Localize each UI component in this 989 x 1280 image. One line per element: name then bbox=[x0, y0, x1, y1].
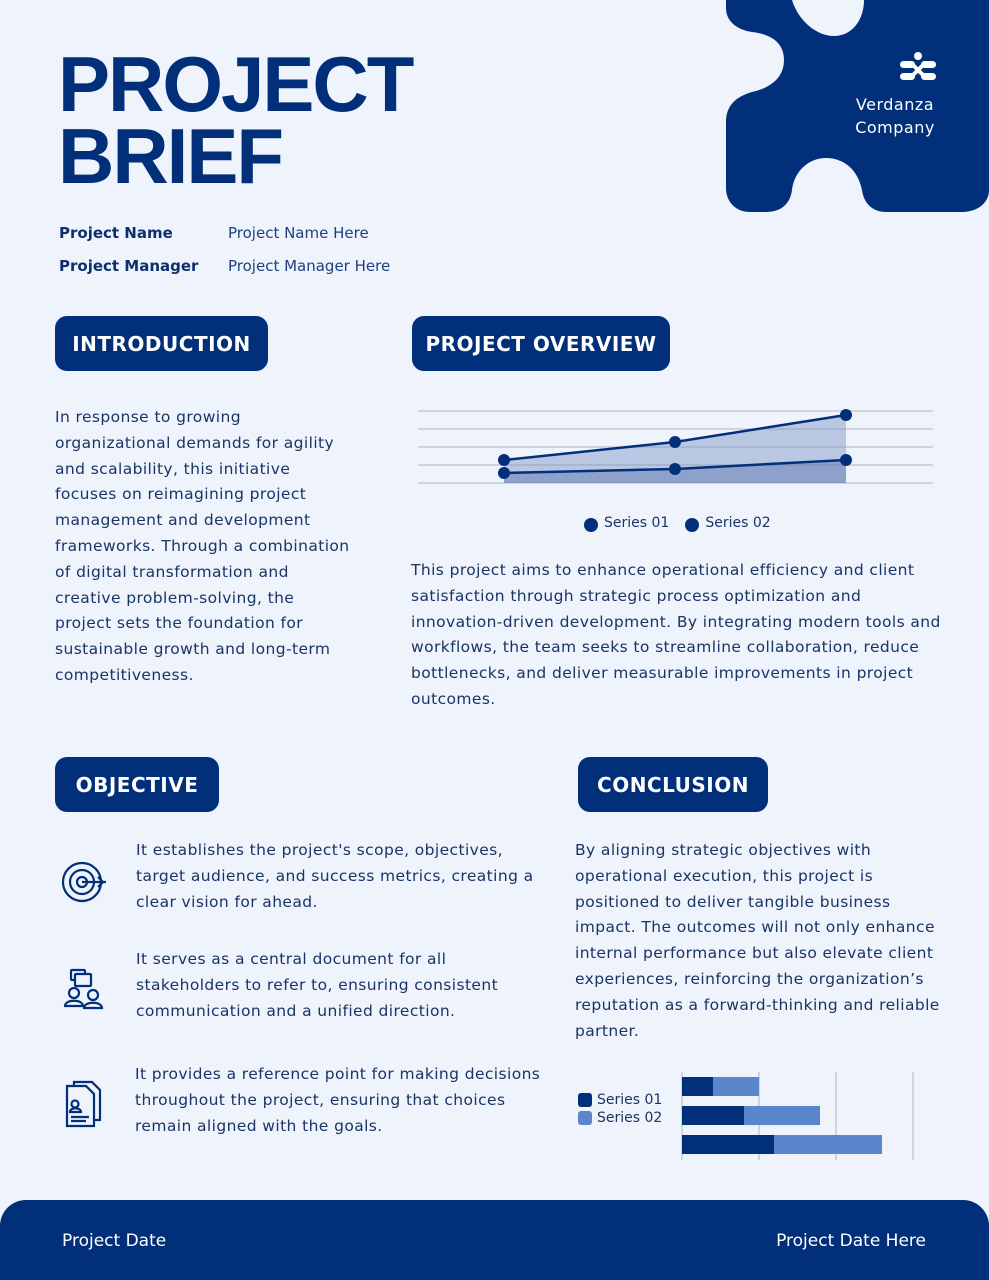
introduction-heading: INTRODUCTION bbox=[55, 316, 268, 371]
series-02-swatch bbox=[578, 1111, 592, 1125]
company-name bbox=[845, 93, 945, 139]
bar-legend-series-02 bbox=[578, 1110, 662, 1126]
target-icon bbox=[60, 858, 108, 906]
introduction-body: In response to growing organizational demands for agility and scalability, this initiative focuses on reimagining project management and development frameworks. Through a combination of digital transformation and creative problem-solving, the project sets the foundation for sustainable growth and long-term competitiveness. bbox=[55, 408, 350, 684]
footer-bar bbox=[0, 1200, 989, 1280]
objective-item-1: It establishes the project's scope, objectives, target audience, and success metrics, creating a clear vision for ahead. bbox=[136, 841, 534, 911]
objective-heading: OBJECTIVE bbox=[55, 757, 219, 812]
objective-item-3: It provides a reference point for making decisions throughout the project, ensuring that choices remain aligned with the goals. bbox=[135, 1065, 541, 1135]
company-name-line2: Company bbox=[855, 118, 935, 137]
bar-legend-series-01 bbox=[578, 1092, 662, 1108]
bar-chart bbox=[680, 1070, 920, 1162]
project-manager-value: Project Manager Here bbox=[228, 257, 391, 275]
series-01-label: Series 01 bbox=[604, 515, 670, 531]
people-connect-icon bbox=[898, 52, 938, 84]
project-date-label: Project Date bbox=[62, 1231, 167, 1251]
project-name-label: Project Name bbox=[59, 224, 173, 242]
stakeholders-chat-icon bbox=[62, 966, 110, 1014]
project-name-value: Project Name Here bbox=[228, 224, 369, 242]
conclusion-heading: CONCLUSION bbox=[578, 757, 768, 812]
company-name-line1: Verdanza bbox=[855, 95, 935, 114]
series-02-label: Series 02 bbox=[597, 1110, 663, 1126]
series-02-marker bbox=[685, 518, 699, 532]
title-line1: PROJECT bbox=[58, 40, 413, 128]
series-01-swatch bbox=[578, 1093, 592, 1107]
bar-chart-legend bbox=[578, 1092, 662, 1126]
project-date-value: Project Date Here bbox=[776, 1231, 926, 1251]
project-overview-heading: PROJECT OVERVIEW bbox=[412, 316, 670, 371]
project-overview-body: This project aims to enhance operational efficiency and client satisfaction through strategic process optimization and innovation-driven development. By integrating modern tools and workflows, the team seeks to streamline collaboration, reduce bottlenecks, and deliver measurable improvements in project outcomes. bbox=[411, 561, 941, 708]
series-01-label: Series 01 bbox=[597, 1092, 663, 1108]
area-chart bbox=[418, 400, 933, 495]
project-manager-label: Project Manager bbox=[59, 257, 199, 275]
objective-item-2: It serves as a central document for all stakeholders to refer to, ensuring consistent communication and a unified direction. bbox=[136, 950, 499, 1020]
series-02-label: Series 02 bbox=[705, 515, 771, 531]
conclusion-body: By aligning strategic objectives with operational execution, this project is positioned to deliver tangible business impact. The outcomes will not only enhance internal performance but also elevate client experiences, reinforcing the organization’s reputation as a forward-thinking and reliable partner. bbox=[575, 841, 940, 1040]
page-title bbox=[58, 40, 413, 200]
area-chart-legend bbox=[584, 514, 771, 532]
series-01-marker bbox=[584, 518, 598, 532]
document-profile-icon bbox=[62, 1080, 110, 1128]
title-line2: BRIEF bbox=[58, 112, 282, 200]
